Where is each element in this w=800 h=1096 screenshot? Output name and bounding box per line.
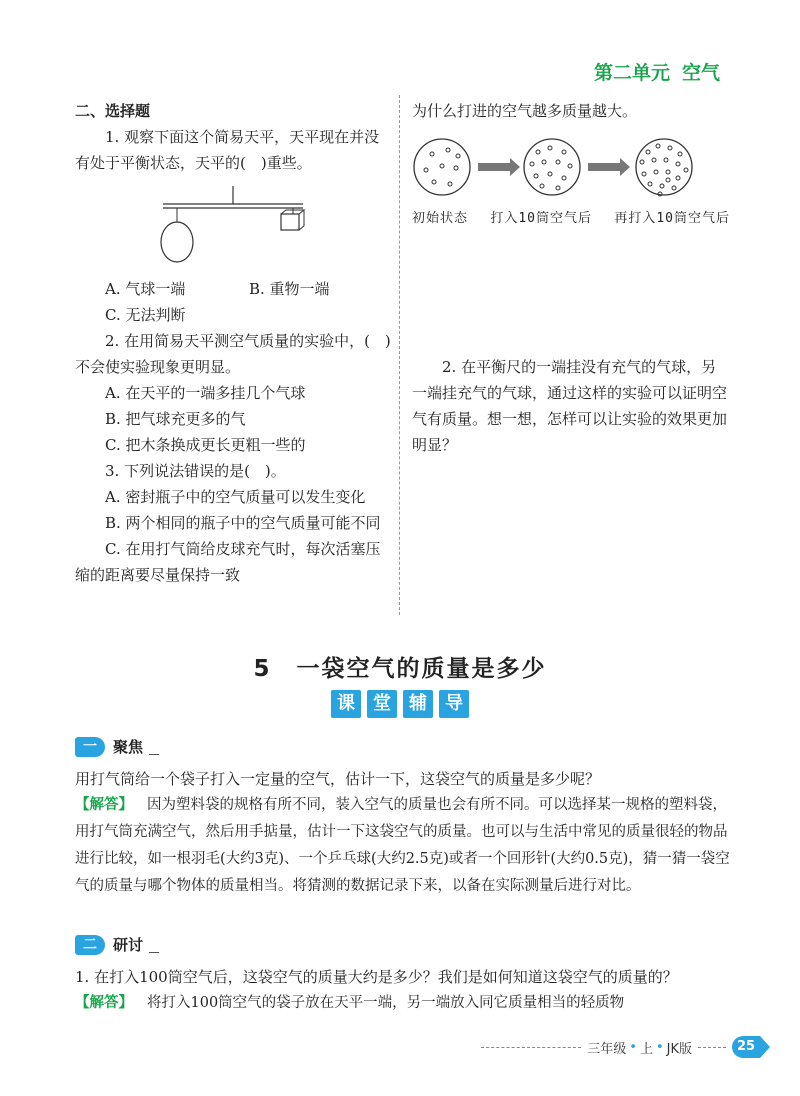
guidance-banner	[0, 690, 800, 718]
q1-option-b[interactable]: B. 重物一端	[249, 280, 330, 298]
banner-char: 辅	[403, 690, 433, 718]
q3-option-a[interactable]: A. 密封瓶子中的空气质量可以发生变化	[105, 488, 366, 506]
focus-section	[75, 734, 735, 900]
q2-option-b[interactable]: B. 把气球充更多的气	[105, 410, 246, 428]
balance-figure	[153, 184, 313, 264]
q1-option-c[interactable]: C. 无法判断	[105, 306, 186, 324]
q2-option-a[interactable]: A. 在天平的一端多挂几个气球	[105, 384, 306, 402]
section-title: 二、选择题	[75, 102, 151, 120]
study-tag	[75, 932, 735, 958]
q2-option-c[interactable]: C. 把木条换成更长更粗一些的	[105, 436, 306, 454]
lesson-title: 5 一袋空气的质量是多少	[253, 656, 547, 682]
focus-number: 一	[75, 737, 105, 757]
study-answer-paragraph	[75, 990, 735, 1016]
left-column	[75, 98, 393, 588]
focus-tag	[75, 734, 735, 760]
study-answer: 将打入100筒空气的袋子放在天平一端，另一端放入同它质量相当的轻质物	[147, 995, 625, 1011]
footer-dot: •	[629, 1039, 637, 1055]
focus-underline	[149, 740, 159, 755]
focus-question: 用打气筒给一个袋子打入一定量的空气，估计一下，这袋空气的质量是多少呢？	[75, 770, 601, 788]
q1-options-ab	[75, 276, 393, 302]
focus-label: 聚焦	[113, 738, 144, 756]
topic-label: 空气	[681, 62, 720, 84]
banner-char: 课	[331, 690, 361, 718]
q3-option-b[interactable]: B. 两个相同的瓶子中的空气质量可能不同	[105, 514, 381, 532]
study-underline	[149, 938, 159, 953]
answer-tag: 【解答】	[75, 797, 133, 813]
figure-captions	[412, 206, 730, 232]
column-divider	[399, 95, 400, 615]
question-2: 2. 在用简易天平测空气质量的实验中，( )不会使实验现象更明显。	[75, 332, 391, 376]
answer-tag: 【解答】	[75, 995, 133, 1011]
focus-answer: 因为塑料袋的规格有所不同，装入空气的质量也会有所不同。可以选择某一规格的塑料袋，用打气筒充满空气，然后用手掂量，估计一下这袋空气的质量。也可以与生活中常见的质量很轻的物品进行比较，如一根羽毛(大约3克)、一个乒乓球(大约2.5克)或者一个回形针(大约0.5克)，猜一猜一袋空气的质量与哪个物体的质量相当。将猜测的数据记录下来，以备在实际测量后进行对比。	[75, 797, 730, 894]
q1-option-a[interactable]: A. 气球一端	[105, 280, 186, 298]
study-question: 1. 在打入100筒空气后，这袋空气的质量大约是多少？我们是如何知道这袋空气的质量的？	[75, 968, 678, 986]
right-column	[412, 98, 730, 458]
unit-header	[594, 58, 720, 85]
footer-grade: 三年级	[587, 1041, 627, 1057]
study-label: 研讨	[113, 936, 144, 954]
page-footer	[481, 1036, 760, 1058]
banner-char: 导	[439, 690, 469, 718]
air-compression-figure	[412, 132, 730, 202]
footer-term: 上	[639, 1041, 653, 1057]
q1-continuation: 为什么打进的空气越多质量越大。	[412, 102, 638, 120]
right-question-2: 2. 在平衡尺的一端挂没有充气的气球，另一端挂充气的气球，通过这样的实验可以证明空气有质量。想一想，怎样可以让实验的效果更加明显？	[412, 358, 728, 454]
footer-dot: •	[655, 1039, 664, 1055]
caption-after-20: 再打入10筒空气后	[614, 211, 730, 226]
caption-initial: 初始状态	[412, 211, 469, 226]
footer-edition: JK版	[666, 1041, 692, 1057]
footer-dash	[698, 1047, 726, 1048]
focus-answer-paragraph	[75, 792, 735, 900]
study-section	[75, 932, 735, 1016]
caption-after-10: 打入10筒空气后	[490, 211, 592, 226]
question-3: 3. 下列说法错误的是( )。	[105, 462, 286, 480]
study-number: 二	[75, 935, 105, 955]
page-number: 25	[732, 1036, 760, 1058]
unit-label: 第二单元	[593, 62, 670, 84]
footer-dash	[481, 1047, 581, 1048]
banner-char: 堂	[367, 690, 397, 718]
q3-option-c[interactable]: C. 在用打气筒给皮球充气时，每次活塞压缩的距离要尽量保持一致	[75, 540, 381, 584]
question-1: 1. 观察下面这个简易天平，天平现在并没有处于平衡状态，天平的( )重些。	[75, 128, 380, 172]
